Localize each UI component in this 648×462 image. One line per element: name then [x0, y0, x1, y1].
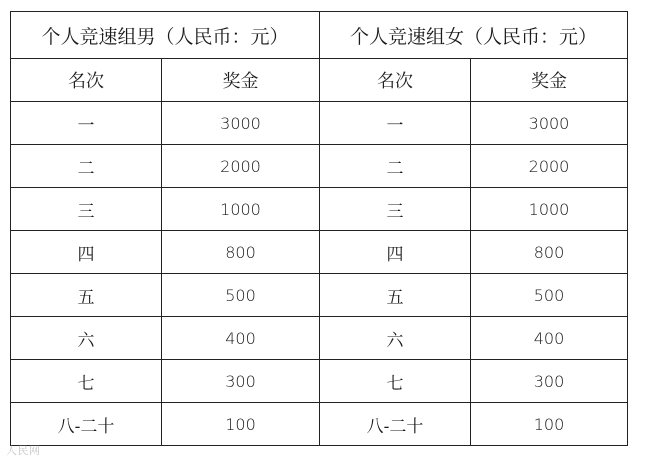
- women-rank-header: 名次: [320, 59, 471, 102]
- men-prize: 300: [162, 360, 320, 403]
- women-rank: 一: [320, 102, 471, 145]
- men-prize: 500: [162, 274, 320, 317]
- title-row: [11, 12, 628, 59]
- women-prize: 500: [471, 274, 628, 317]
- women-rank: 五: [320, 274, 471, 317]
- men-rank: 二: [11, 145, 162, 188]
- women-prize: 2000: [471, 145, 628, 188]
- column-header-row: [11, 59, 628, 102]
- women-prize: 100: [471, 403, 628, 446]
- women-prize-header: 奖金: [471, 59, 628, 102]
- women-rank: 四: [320, 231, 471, 274]
- women-prize: 800: [471, 231, 628, 274]
- men-prize: 1000: [162, 188, 320, 231]
- table-row: [11, 360, 628, 403]
- women-rank: 二: [320, 145, 471, 188]
- women-title: 个人竞速组女（人民币：元）: [320, 12, 628, 59]
- men-rank: 八-二十: [11, 403, 162, 446]
- women-rank: 六: [320, 317, 471, 360]
- men-prize: 2000: [162, 145, 320, 188]
- men-prize: 3000: [162, 102, 320, 145]
- women-prize: 400: [471, 317, 628, 360]
- women-rank: 八-二十: [320, 403, 471, 446]
- men-prize: 400: [162, 317, 320, 360]
- men-rank: 六: [11, 317, 162, 360]
- prize-table: [10, 11, 628, 446]
- men-rank-header: 名次: [11, 59, 162, 102]
- men-rank: 五: [11, 274, 162, 317]
- watermark: 人民网: [6, 444, 41, 457]
- table-row: [11, 188, 628, 231]
- men-rank: 四: [11, 231, 162, 274]
- table-row: [11, 145, 628, 188]
- women-rank: 七: [320, 360, 471, 403]
- women-rank: 三: [320, 188, 471, 231]
- women-prize: 3000: [471, 102, 628, 145]
- men-prize: 100: [162, 403, 320, 446]
- men-rank: 三: [11, 188, 162, 231]
- table-row: [11, 274, 628, 317]
- table-row: [11, 403, 628, 446]
- men-rank: 七: [11, 360, 162, 403]
- women-prize: 300: [471, 360, 628, 403]
- table-row: [11, 317, 628, 360]
- table-row: [11, 231, 628, 274]
- women-prize: 1000: [471, 188, 628, 231]
- men-prize-header: 奖金: [162, 59, 320, 102]
- men-title: 个人竞速组男（人民币：元）: [11, 12, 320, 59]
- men-prize: 800: [162, 231, 320, 274]
- men-rank: 一: [11, 102, 162, 145]
- table-row: [11, 102, 628, 145]
